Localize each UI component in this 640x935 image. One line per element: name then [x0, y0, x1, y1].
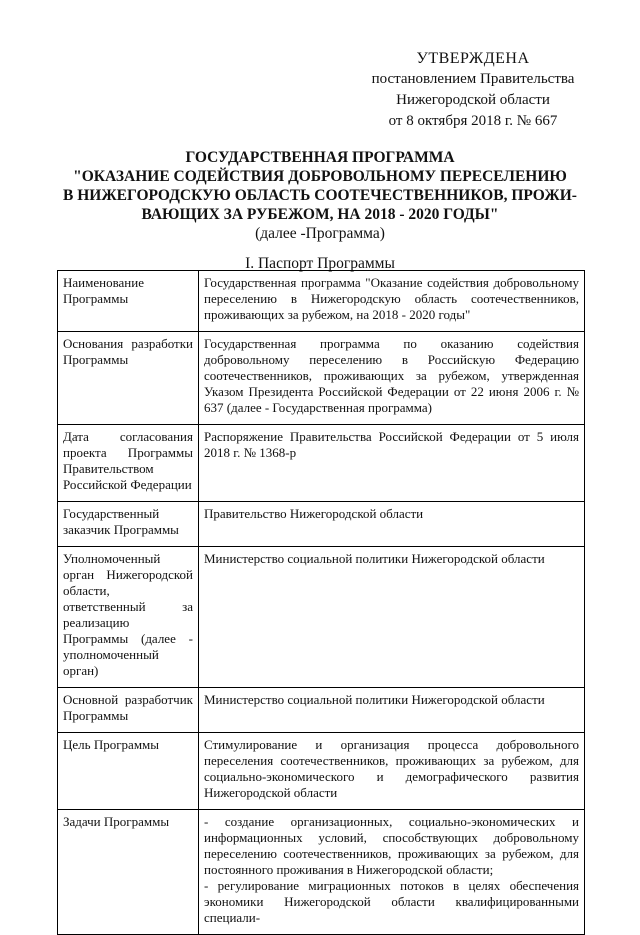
row-label: Уполномоченный орган Нижегородской области, ответственный за реализацию Программы (далее - уполномоченный орган) — [58, 547, 199, 688]
heading-line: "ОКАЗАНИЕ СОДЕЙСТВИЯ ДОБРОВОЛЬНОМУ ПЕРЕСЕЛЕНИЮ — [73, 168, 567, 185]
table-row — [58, 810, 585, 935]
row-label: Задачи Программы — [58, 810, 199, 935]
row-value: Министерство социальной политики Нижегородской области — [199, 688, 585, 733]
approval-title: УТВЕРЖДЕНА — [416, 50, 530, 67]
task-item: - регулирование миграционных потоков в целях обеспечения экономики Нижегородской области квалифицированными специали- — [204, 878, 579, 925]
table-row — [58, 271, 585, 332]
table-row — [58, 425, 585, 502]
row-value: Правительство Нижегородской области — [199, 502, 585, 547]
row-value: Министерство социальной политики Нижегородской области — [199, 547, 585, 688]
heading-subtitle: (далее -Программа) — [255, 225, 385, 242]
row-label: Дата согласования проекта Программы Правительством Российской Федерации — [58, 425, 199, 502]
row-value: Государственная программа по оказанию содействия добровольному переселению в Российскую Федерацию соотечественников, проживающих за рубежом, утвержденная Указом Президента Российской Федерации от 22 июня 2006 г. № 637 (далее - Государственная программа) — [199, 332, 585, 425]
approval-date: от 8 октября 2018 г. № 667 — [388, 113, 558, 129]
row-label: Основной разработчик Программы — [58, 688, 199, 733]
table-row — [58, 332, 585, 425]
heading-line: ГОСУДАРСТВЕННАЯ ПРОГРАММА — [185, 149, 455, 166]
approval-line: постановлением Правительства — [371, 71, 575, 87]
table-row — [58, 547, 585, 688]
section-title: I. Паспорт Программы — [245, 255, 395, 272]
passport-table — [57, 270, 585, 935]
row-label: Основания разработки Программы — [58, 332, 199, 425]
row-value: Распоряжение Правительства Российской Федерации от 5 июля 2018 г. № 1368-р — [199, 425, 585, 502]
approval-stamp — [353, 48, 593, 132]
heading-line: В НИЖЕГОРОДСКУЮ ОБЛАСТЬ СООТЕЧЕСТВЕННИКОВ, ПРОЖИ- — [63, 187, 577, 204]
row-label: Государственный заказчик Программы — [58, 502, 199, 547]
document-heading — [40, 148, 600, 243]
table-row — [58, 733, 585, 810]
row-value: Стимулирование и организация процесса добровольного переселения соотечественников, проживающих за рубежом, для социально-экономического и демографического развития Нижегородской области — [199, 733, 585, 810]
heading-line: ВАЮЩИХ ЗА РУБЕЖОМ, НА 2018 - 2020 ГОДЫ" — [141, 206, 499, 223]
row-label: Наименование Программы — [58, 271, 199, 332]
row-value: Государственная программа "Оказание содействия добровольному переселению в Нижегородскую область соотечественников, проживающих за рубежом, на 2018 - 2020 годы" — [199, 271, 585, 332]
table-row — [58, 502, 585, 547]
row-value-list — [199, 810, 585, 935]
approval-line: Нижегородской области — [396, 92, 550, 108]
task-item: - создание организационных, социально-экономических и информационных условий, способствующих добровольному переселению соотечественников, проживающих за рубежом, для постоянного проживания в Нижегородской области; — [204, 814, 579, 877]
table-row — [58, 688, 585, 733]
row-label: Цель Программы — [58, 733, 199, 810]
